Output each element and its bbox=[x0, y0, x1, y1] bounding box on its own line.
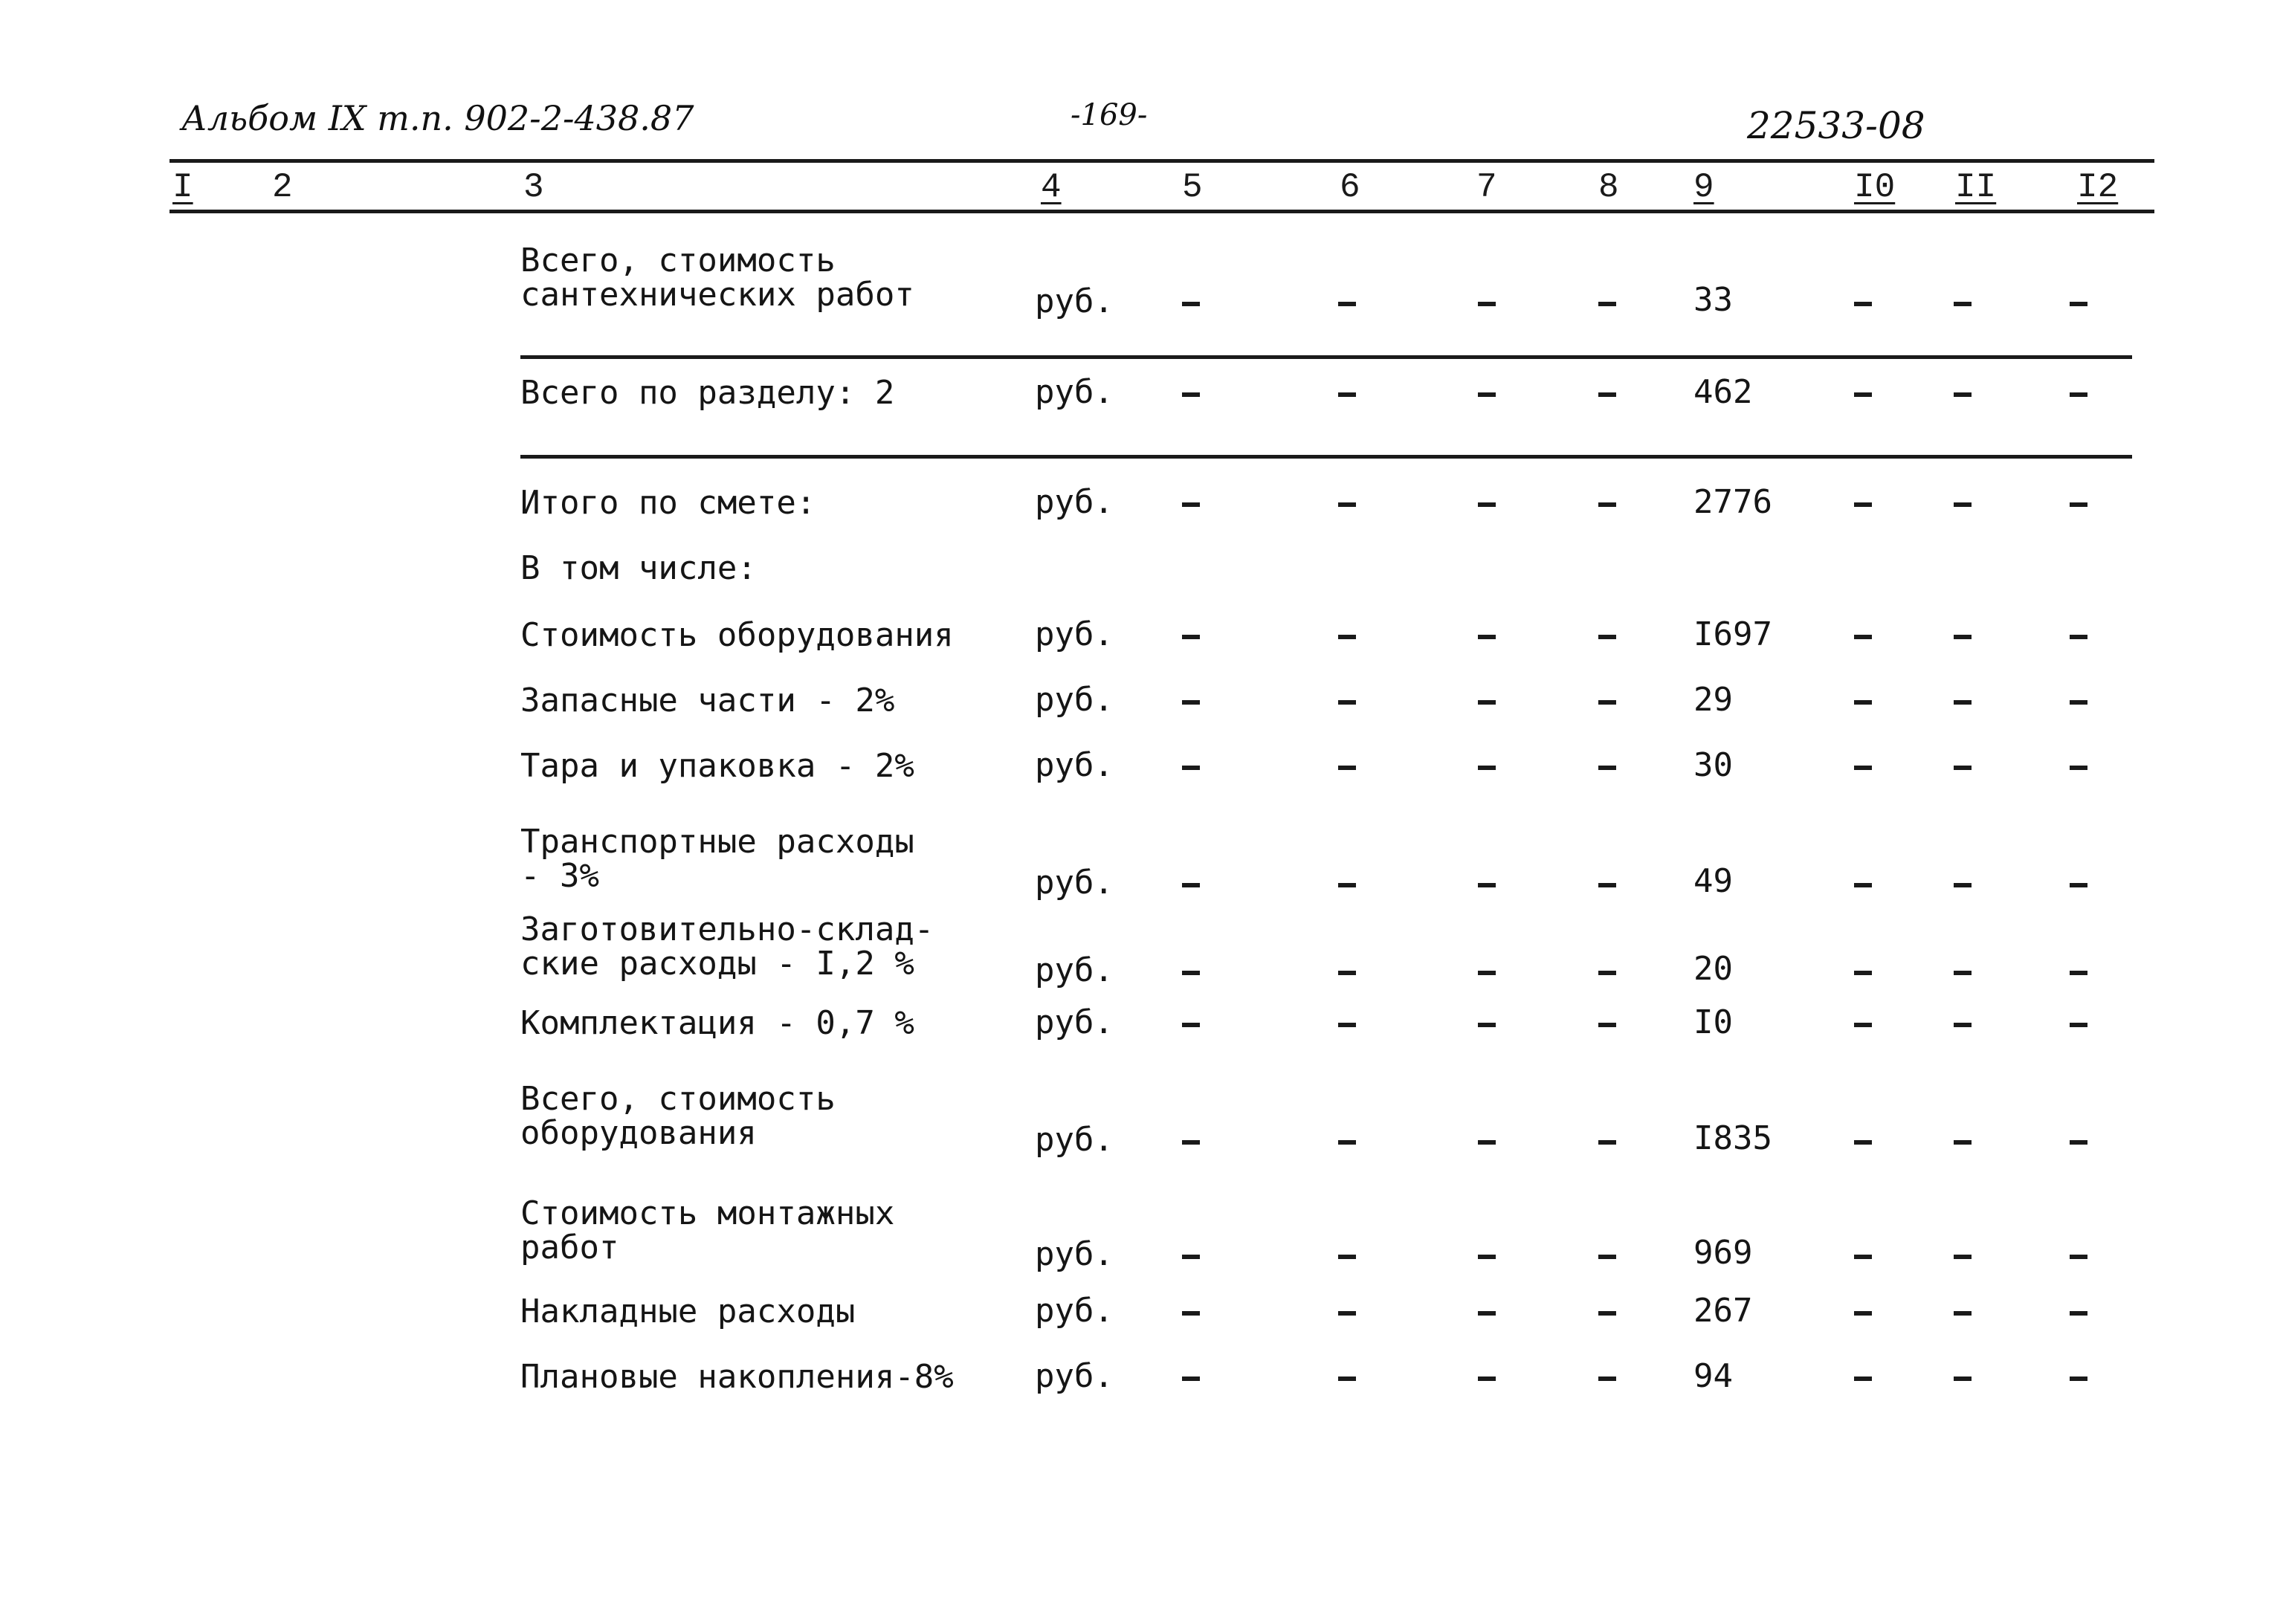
empty-value-dash bbox=[1478, 1255, 1496, 1259]
row-description bbox=[520, 825, 914, 893]
column-number: I bbox=[172, 168, 193, 207]
row-description bbox=[520, 376, 894, 410]
empty-value-dash bbox=[1182, 1255, 1200, 1259]
empty-value-dash bbox=[1598, 1255, 1616, 1259]
unit-cell: руб. bbox=[1035, 615, 1114, 653]
empty-value-dash bbox=[1598, 1023, 1616, 1027]
empty-value-dash bbox=[1598, 700, 1616, 705]
empty-value-dash bbox=[2070, 766, 2087, 770]
empty-value-dash bbox=[1478, 1140, 1496, 1145]
empty-value-dash bbox=[1182, 1140, 1200, 1145]
description-line: Плановые накопления-8% bbox=[520, 1358, 954, 1396]
description-line: Заготовительно-склад- bbox=[520, 910, 934, 948]
unit-cell: руб. bbox=[1035, 1235, 1114, 1273]
row-description bbox=[520, 551, 757, 586]
empty-value-dash bbox=[1854, 1255, 1872, 1259]
empty-value-dash bbox=[1854, 635, 1872, 639]
description-line: Всего по разделу: 2 bbox=[520, 374, 895, 412]
header-bottom-rule bbox=[169, 210, 2154, 213]
description-line: - 3% bbox=[520, 857, 599, 895]
column-number: 9 bbox=[1693, 168, 1714, 207]
empty-value-dash bbox=[1478, 883, 1496, 887]
unit-cell: руб. bbox=[1035, 483, 1114, 521]
empty-value-dash bbox=[1598, 1376, 1616, 1381]
unit-cell: руб. bbox=[1035, 1121, 1114, 1159]
empty-value-dash bbox=[1854, 766, 1872, 770]
empty-value-dash bbox=[1854, 971, 1872, 975]
cost-value: 33 bbox=[1693, 281, 1733, 319]
section-divider bbox=[520, 355, 2132, 359]
empty-value-dash bbox=[1478, 766, 1496, 770]
empty-value-dash bbox=[2070, 502, 2087, 507]
description-line: Комплектация - 0,7 % bbox=[520, 1004, 914, 1042]
empty-value-dash bbox=[1182, 302, 1200, 306]
unit-cell: руб. bbox=[1035, 1003, 1114, 1041]
empty-value-dash bbox=[1478, 502, 1496, 507]
empty-value-dash bbox=[1954, 766, 1972, 770]
row-description bbox=[520, 1082, 836, 1151]
empty-value-dash bbox=[1954, 1023, 1972, 1027]
empty-value-dash bbox=[2070, 635, 2087, 639]
empty-value-dash bbox=[2070, 1311, 2087, 1316]
unit-cell: руб. bbox=[1035, 1357, 1114, 1395]
row-description bbox=[520, 684, 894, 718]
empty-value-dash bbox=[1338, 302, 1356, 306]
cost-value: 49 bbox=[1693, 862, 1733, 900]
empty-value-dash bbox=[2070, 1255, 2087, 1259]
document-code: 22533-08 bbox=[1747, 104, 1925, 147]
section-divider bbox=[520, 455, 2132, 459]
empty-value-dash bbox=[1182, 700, 1200, 705]
description-line: Запасные части - 2% bbox=[520, 682, 895, 719]
empty-value-dash bbox=[1854, 1140, 1872, 1145]
empty-value-dash bbox=[1598, 392, 1616, 397]
empty-value-dash bbox=[1854, 1376, 1872, 1381]
empty-value-dash bbox=[1954, 1376, 1972, 1381]
empty-value-dash bbox=[1338, 1255, 1356, 1259]
empty-value-dash bbox=[2070, 302, 2087, 306]
cost-value: 30 bbox=[1693, 746, 1733, 784]
row-description bbox=[520, 618, 954, 653]
row-description bbox=[520, 1194, 895, 1266]
unit-cell: руб. bbox=[1035, 864, 1114, 902]
empty-value-dash bbox=[1954, 1140, 1972, 1145]
empty-value-dash bbox=[1598, 766, 1616, 770]
description-line: Всего, стоимость bbox=[520, 1080, 836, 1118]
empty-value-dash bbox=[1954, 392, 1972, 397]
cost-value: 462 bbox=[1693, 373, 1753, 411]
empty-value-dash bbox=[1182, 502, 1200, 507]
cost-value: 94 bbox=[1693, 1357, 1733, 1395]
empty-value-dash bbox=[1338, 635, 1356, 639]
empty-value-dash bbox=[1182, 635, 1200, 639]
column-number: 2 bbox=[272, 168, 293, 207]
empty-value-dash bbox=[1854, 392, 1872, 397]
empty-value-dash bbox=[2070, 883, 2087, 887]
description-line: Стоимость монтажных bbox=[520, 1194, 895, 1232]
empty-value-dash bbox=[1598, 635, 1616, 639]
empty-value-dash bbox=[1338, 1311, 1356, 1316]
empty-value-dash bbox=[2070, 1140, 2087, 1145]
empty-value-dash bbox=[1338, 1023, 1356, 1027]
empty-value-dash bbox=[1854, 1311, 1872, 1316]
description-line: Всего, стоимость bbox=[520, 242, 836, 279]
empty-value-dash bbox=[1598, 971, 1616, 975]
empty-value-dash bbox=[1598, 302, 1616, 306]
unit-cell: руб. bbox=[1035, 681, 1114, 719]
description-line: Итого по смете: bbox=[520, 484, 816, 522]
empty-value-dash bbox=[1954, 635, 1972, 639]
empty-value-dash bbox=[1598, 883, 1616, 887]
empty-value-dash bbox=[1478, 302, 1496, 306]
empty-value-dash bbox=[2070, 1376, 2087, 1381]
header-top-rule bbox=[169, 159, 2154, 163]
cost-value: 29 bbox=[1693, 681, 1733, 719]
column-number: 5 bbox=[1182, 168, 1203, 207]
empty-value-dash bbox=[1954, 883, 1972, 887]
empty-value-dash bbox=[1182, 971, 1200, 975]
cost-value: 2776 bbox=[1693, 483, 1772, 521]
column-number: 3 bbox=[523, 168, 544, 207]
empty-value-dash bbox=[1338, 971, 1356, 975]
column-number: 6 bbox=[1340, 168, 1360, 207]
empty-value-dash bbox=[1338, 700, 1356, 705]
empty-value-dash bbox=[1338, 1376, 1356, 1381]
description-line: работ bbox=[520, 1229, 619, 1266]
cost-value: I697 bbox=[1693, 615, 1772, 653]
unit-cell: руб. bbox=[1035, 373, 1114, 411]
empty-value-dash bbox=[1338, 502, 1356, 507]
empty-value-dash bbox=[2070, 1023, 2087, 1027]
row-description bbox=[520, 910, 934, 983]
description-line: ские расходы - I,2 % bbox=[520, 945, 914, 983]
column-number: 8 bbox=[1598, 168, 1619, 207]
album-reference: Альбом IX т.п. 902-2-438.87 bbox=[181, 98, 694, 138]
row-description bbox=[520, 486, 816, 520]
empty-value-dash bbox=[2070, 392, 2087, 397]
empty-value-dash bbox=[1954, 1255, 1972, 1259]
row-description bbox=[520, 244, 914, 312]
description-line: Стоимость оборудования bbox=[520, 616, 954, 654]
column-number: I0 bbox=[1854, 168, 1896, 207]
unit-cell: руб. bbox=[1035, 951, 1114, 989]
description-line: Тара и упаковка - 2% bbox=[520, 747, 914, 785]
empty-value-dash bbox=[1338, 766, 1356, 770]
empty-value-dash bbox=[1954, 502, 1972, 507]
row-description bbox=[520, 1295, 855, 1329]
empty-value-dash bbox=[1598, 502, 1616, 507]
cost-value: I0 bbox=[1693, 1003, 1733, 1041]
row-description bbox=[520, 1006, 914, 1041]
empty-value-dash bbox=[1182, 1023, 1200, 1027]
empty-value-dash bbox=[1954, 1311, 1972, 1316]
empty-value-dash bbox=[1338, 883, 1356, 887]
empty-value-dash bbox=[1854, 502, 1872, 507]
empty-value-dash bbox=[1478, 392, 1496, 397]
empty-value-dash bbox=[1478, 971, 1496, 975]
empty-value-dash bbox=[1182, 883, 1200, 887]
description-line: оборудования bbox=[520, 1114, 757, 1152]
empty-value-dash bbox=[1478, 635, 1496, 639]
empty-value-dash bbox=[1954, 700, 1972, 705]
empty-value-dash bbox=[1478, 1023, 1496, 1027]
cost-value: 20 bbox=[1693, 950, 1733, 988]
row-description bbox=[520, 1360, 954, 1394]
empty-value-dash bbox=[2070, 700, 2087, 705]
empty-value-dash bbox=[1478, 1311, 1496, 1316]
empty-value-dash bbox=[1854, 302, 1872, 306]
column-number: 4 bbox=[1041, 168, 1062, 207]
empty-value-dash bbox=[1854, 883, 1872, 887]
page-number: -169- bbox=[1071, 98, 1148, 132]
cost-value: 267 bbox=[1693, 1292, 1753, 1330]
description-line: В том числе: bbox=[520, 549, 757, 587]
empty-value-dash bbox=[1854, 700, 1872, 705]
empty-value-dash bbox=[1182, 392, 1200, 397]
empty-value-dash bbox=[1954, 971, 1972, 975]
empty-value-dash bbox=[1478, 700, 1496, 705]
cost-value: 969 bbox=[1693, 1234, 1753, 1272]
column-number: II bbox=[1955, 168, 1997, 207]
empty-value-dash bbox=[1478, 1376, 1496, 1381]
unit-cell: руб. bbox=[1035, 1292, 1114, 1330]
empty-value-dash bbox=[1182, 1311, 1200, 1316]
column-number: I2 bbox=[2077, 168, 2119, 207]
unit-cell: руб. bbox=[1035, 282, 1114, 320]
unit-cell: руб. bbox=[1035, 746, 1114, 784]
description-line: Транспортные расходы bbox=[520, 823, 914, 861]
empty-value-dash bbox=[1598, 1140, 1616, 1145]
empty-value-dash bbox=[1854, 1023, 1872, 1027]
description-line: сантехнических работ bbox=[520, 276, 914, 314]
description-line: Накладные расходы bbox=[520, 1293, 856, 1330]
empty-value-dash bbox=[1954, 302, 1972, 306]
empty-value-dash bbox=[1182, 1376, 1200, 1381]
empty-value-dash bbox=[1338, 392, 1356, 397]
column-number: 7 bbox=[1476, 168, 1497, 207]
empty-value-dash bbox=[2070, 971, 2087, 975]
row-description bbox=[520, 749, 914, 783]
cost-value: I835 bbox=[1693, 1119, 1772, 1157]
empty-value-dash bbox=[1338, 1140, 1356, 1145]
empty-value-dash bbox=[1182, 766, 1200, 770]
empty-value-dash bbox=[1598, 1311, 1616, 1316]
